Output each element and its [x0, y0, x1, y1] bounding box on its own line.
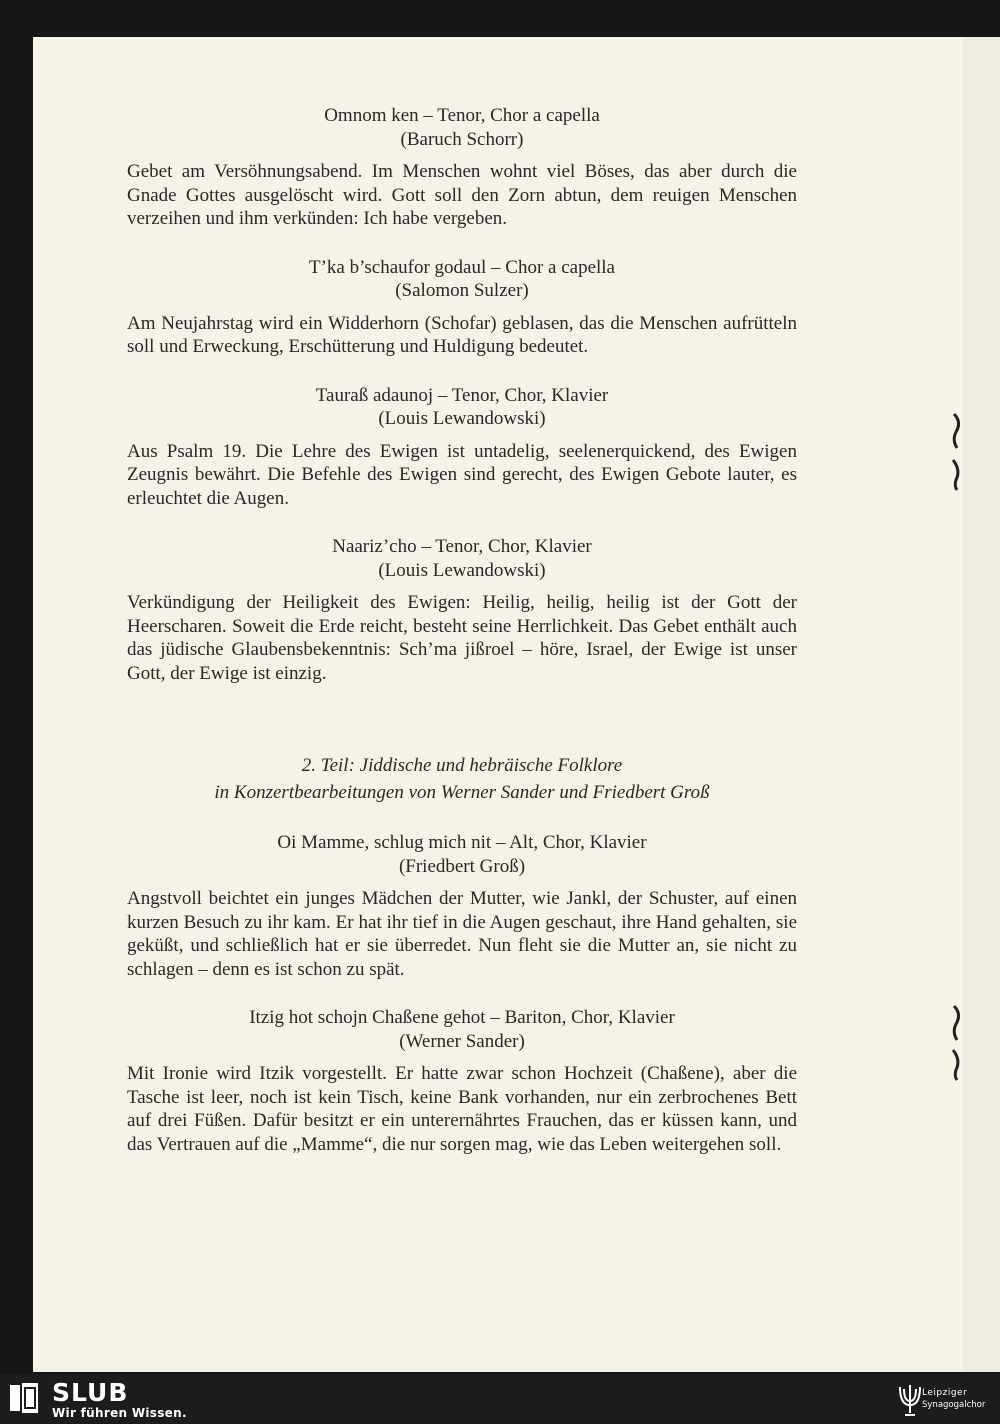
piece-title: Omnom ken – Tenor, Chor a capella	[324, 105, 600, 126]
menorah-logo-icon[interactable]	[896, 1379, 924, 1419]
brand-name[interactable]: SLUB	[52, 1378, 129, 1407]
piece-description: Verkündigung der Heiligkeit des Ewigen: Heilig, heilig, heilig ist der Gott der Heerscharen. Soweit die Erde reicht, besteht seine Herrlichkeit. Das Gebet enthält auch das jüdische Glaubensbekenntnis: Sch’ma jißroel – höre, Israel, der Ewige ist unser Gott, der Ewige ist einzig.	[127, 592, 797, 684]
piece-title: Itzig hot schojn Chaßene gehot – Bariton, Chor, Klavier	[249, 1007, 675, 1028]
part-heading-line2: in Konzertbearbeitungen von Werner Sander und Friedbert Groß	[214, 782, 710, 803]
piece-title: Naariz’cho – Tenor, Chor, Klavier	[332, 536, 592, 557]
program-piece	[127, 535, 797, 685]
brand-tagline: Wir führen Wissen.	[52, 1406, 187, 1420]
piece-description: Mit Ironie wird Itzik vorgestellt. Er hatte zwar schon Hochzeit (Chaßene), aber die Tasche ist leer, noch ist kein Tisch, keine Bank vorhanden, nur ein zerbrochenes Bett auf drei Füßen. Dafür besitzt er ein unterernährtes Frauchen, das er küssen kann, und das Vertrauen auf die „Mamme“, die nur sorgen mag, wie das Leben weitergehen soll.	[127, 1063, 797, 1155]
program-piece	[127, 1006, 797, 1156]
program-piece	[127, 384, 797, 511]
piece-composer: (Werner Sander)	[399, 1030, 525, 1052]
program-piece	[127, 256, 797, 359]
page-edge	[963, 37, 1000, 1372]
piece-title: T’ka b’schaufor godaul – Chor a capella	[309, 256, 615, 278]
piece-title: Tauraß adaunoj – Tenor, Chor, Klavier	[315, 384, 609, 406]
piece-description: Aus Psalm 19. Die Lehre des Ewigen ist untadelig, seelenerquickend, des Ewigen Zeugnis bewährt. Die Befehle des Ewigen sind gerecht, des Ewigen Gebote lauter, es erleuchtet die Augen.	[127, 440, 797, 509]
piece-description: Angstvoll beichtet ein junges Mädchen der Mutter, wie Jankl, der Schuster, auf einen kurzen Besuch zu ihr kam. Er hat ihr tief in die Augen geschaut, ihre Hand gehalten, sie geküßt, und schließlich hat er sie überredet. Nun fleht sie die Mutter an, sie nicht zu schlagen – denn es ist schon zu spät.	[127, 888, 797, 980]
piece-composer: (Friedbert Groß)	[398, 855, 526, 877]
part-heading-line1: 2. Teil: Jiddische und hebräische Folklore	[301, 755, 623, 776]
piece-composer: (Baruch Schorr)	[400, 128, 524, 150]
part-heading	[127, 752, 797, 806]
choir-name-line2: Synagogalchor	[922, 1400, 986, 1410]
piece-description: Gebet am Versöhnungsabend. Im Menschen wohnt viel Böses, das aber durch die Gnade Gottes ausgelöscht wird. Gott soll den Zorn abtun, dem reuigen Menschen verzeihen und ihm verkünden: Ich habe vergeben.	[127, 161, 797, 229]
piece-description: Am Neujahrstag wird ein Widderhorn (Schofar) geblasen, das die Menschen aufrütteln soll und Erweckung, Erschütterung und Huldigung bedeutet.	[127, 312, 797, 357]
choir-name	[922, 1387, 985, 1411]
slub-logo-icon[interactable]	[8, 1381, 40, 1415]
program-text	[127, 104, 797, 1181]
viewer-footer	[0, 1374, 1000, 1424]
piece-composer: (Louis Lewandowski)	[378, 408, 546, 429]
choir-name-line1: Leipziger	[922, 1388, 968, 1398]
staple-mark-top	[948, 410, 966, 492]
piece-composer: (Louis Lewandowski)	[378, 559, 546, 581]
program-piece	[127, 104, 797, 231]
staple-mark-bottom	[948, 1002, 966, 1082]
program-piece	[127, 831, 797, 981]
piece-composer: (Salomon Sulzer)	[395, 280, 529, 301]
piece-title: Oi Mamme, schlug mich nit – Alt, Chor, Klavier	[277, 832, 647, 853]
